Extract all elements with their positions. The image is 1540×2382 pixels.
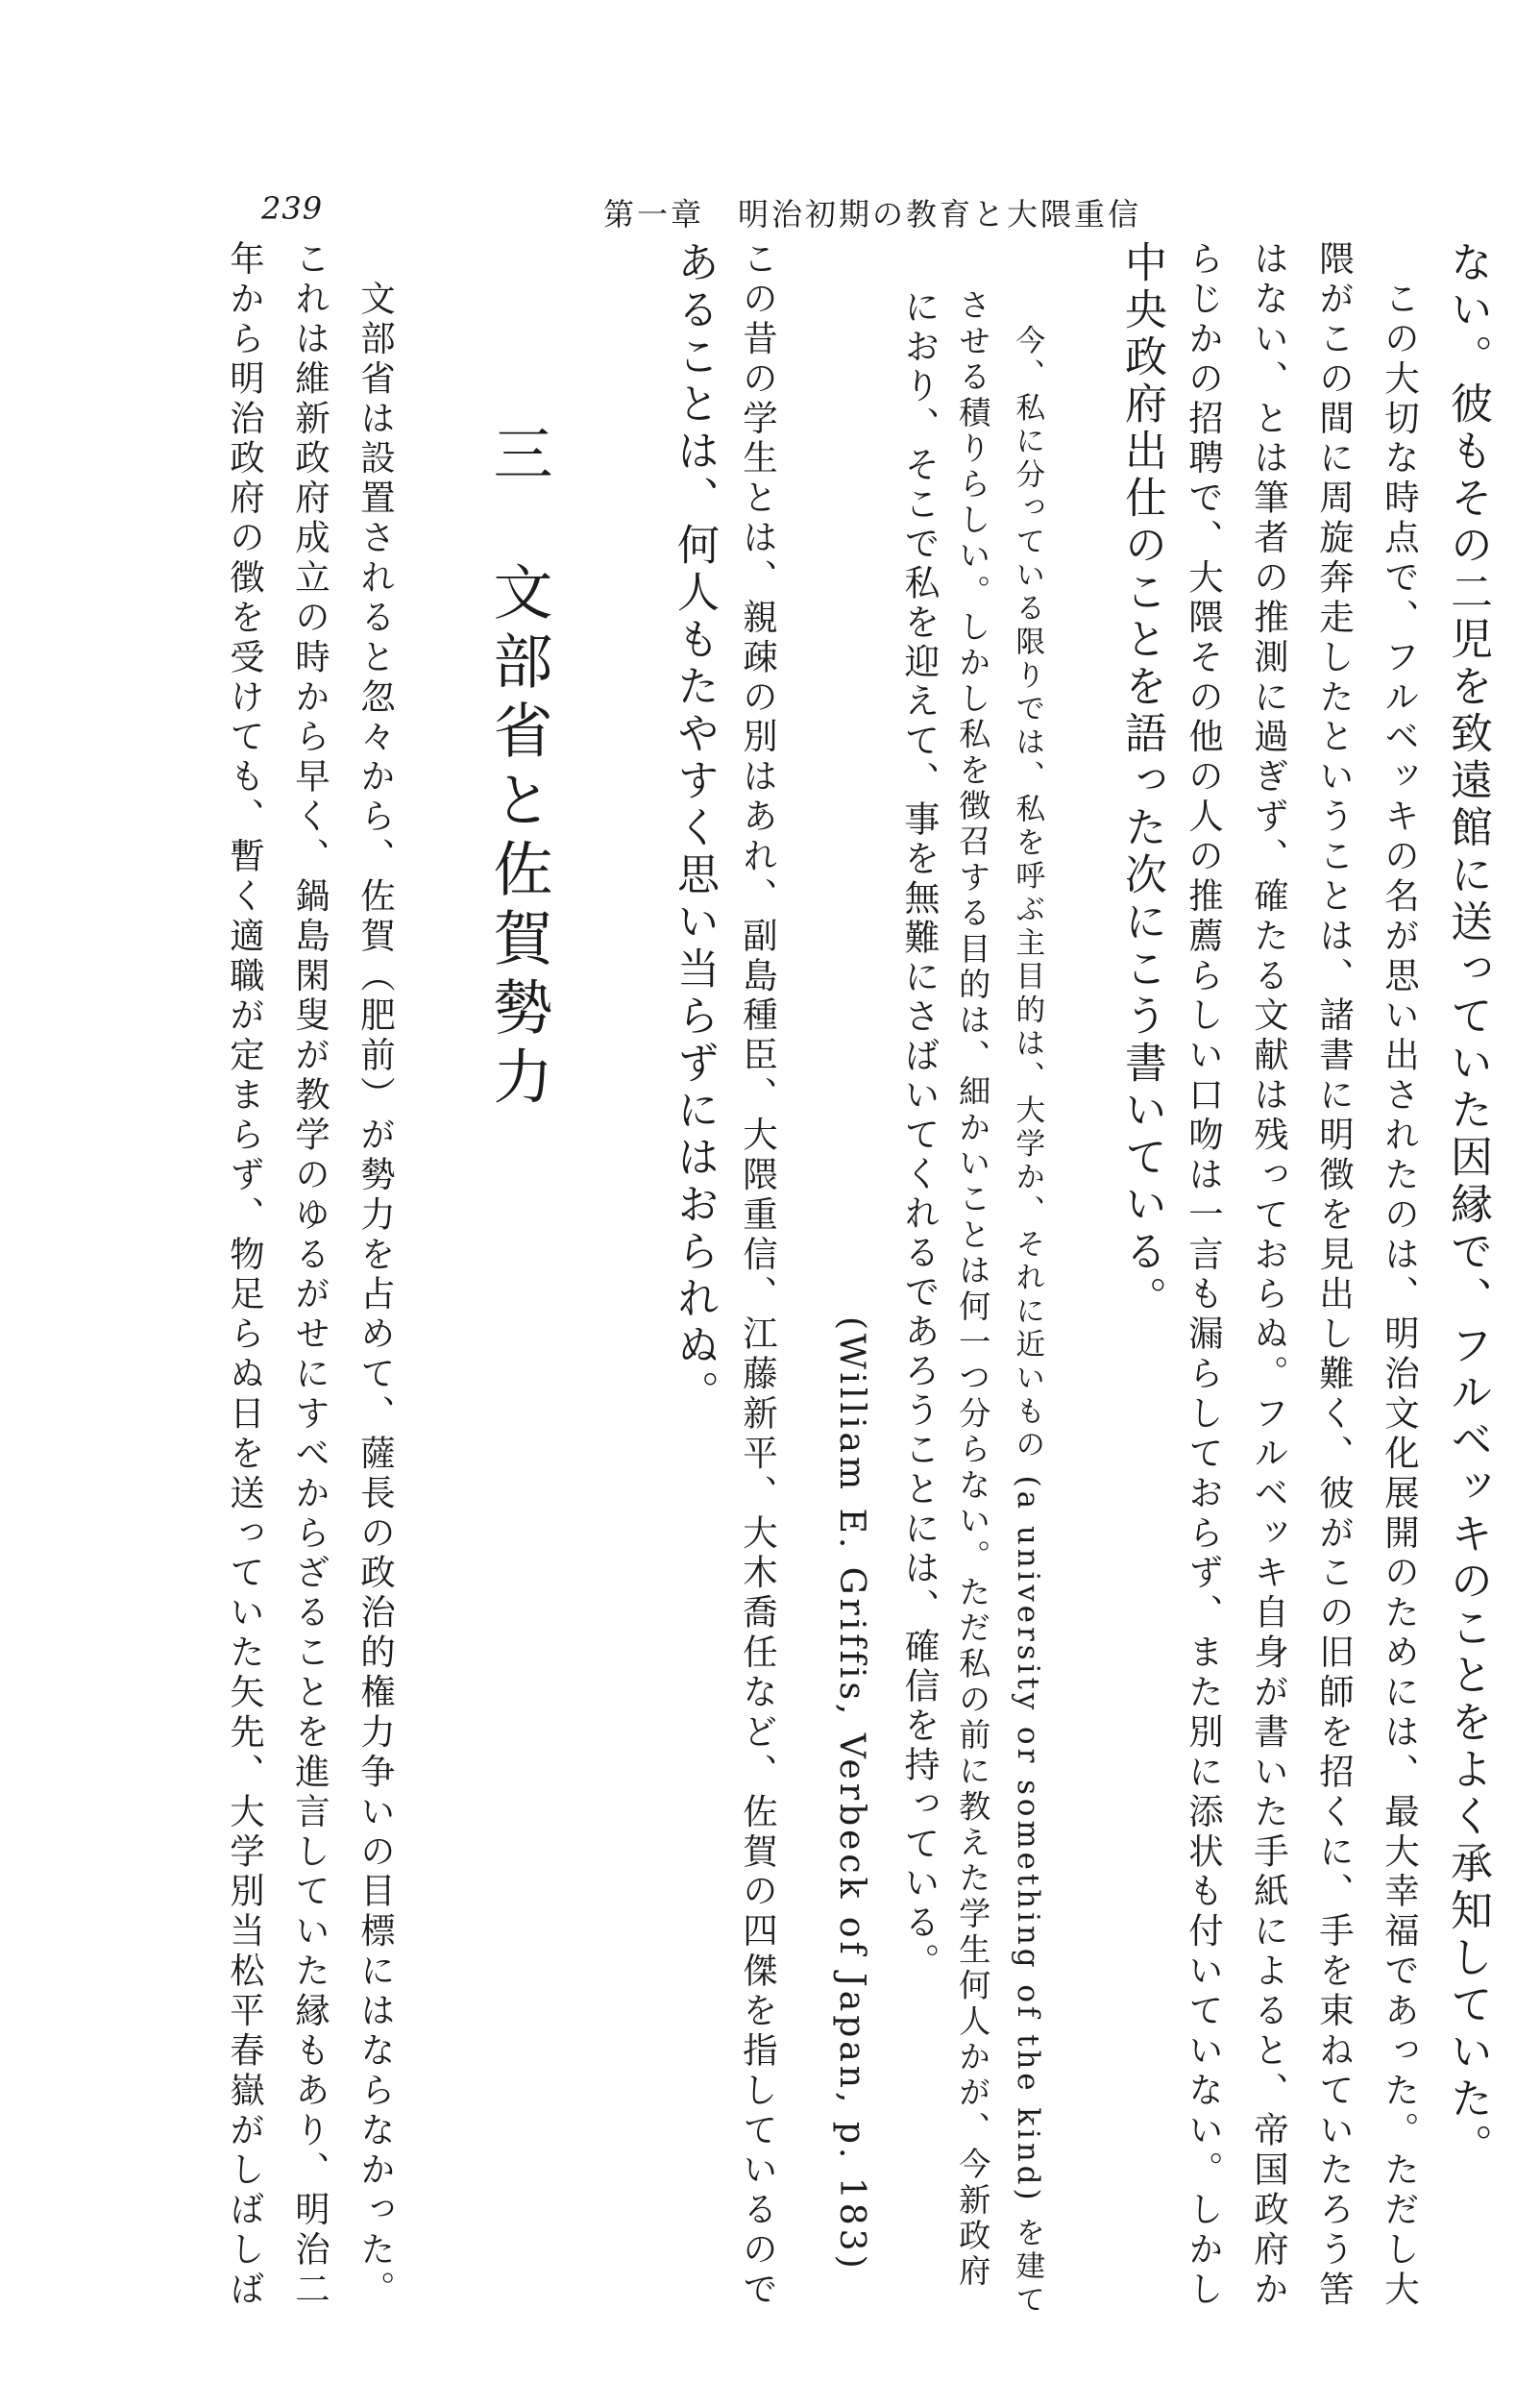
text-column-6: 中央政府出仕のことを語った次にこう書いている。 — [1117, 240, 1166, 1323]
text-column-1: ない。彼もその二児を致遠館に送っていた因縁で、フルベッキのことをよく承知していた。 — [1443, 240, 1492, 2171]
quote-column-1: 今、私に分っている限りでは、私を呼ぶ主目的は、大学か、それに近いもの (a university or something of the kind) を建て — [1010, 325, 1045, 2318]
text-column-8: あることは、何人もたやすく思い当らずにはおられぬ。 — [670, 240, 719, 1417]
running-title: 第一章 明治初期の教育と大隈重信 — [603, 196, 1142, 233]
text-column-3: 隈がこの間に周旋奔走したということは、諸書に明徴を見出し難く、彼がこの旧師を招くに、手を束ねていたろう筈 — [1313, 240, 1356, 2311]
quote-column-3: におり、そこで私を迎えて、事を無難にさばいてくれるであろうことには、確信を持っている。 — [898, 288, 940, 1982]
section-heading: 三 文部省と佐賀勢力 — [483, 423, 553, 1115]
text-column-5: らじかの招聘で、大隈その他の人の推薦らしい口吻は一言も漏らしておらず、また別に添状も付いていない。しかし — [1183, 240, 1225, 2311]
quote-citation: (William E. Griffis, Verbeck of Japan, p. 183) — [832, 1316, 872, 2272]
text-column-2: この大切な時点で、フルベッキの名が思い出されたのは、明治文化展開のためには、最大幸福であった。ただし大 — [1379, 240, 1421, 2311]
page-number: 239 — [261, 190, 324, 227]
text-column-10: これは維新政府成立の時から早く、鍋島閑叟が教学のゆるがせにすべからざることを進言していた縁もあり、明治二 — [289, 240, 331, 2311]
text-column-7: この昔の学生とは、親疎の別はあれ、副島種臣、大隈重信、江藤新平、大木喬任など、佐賀の四傑を指しているので — [737, 240, 779, 2311]
quote-column-2: させる積りらしい。しかし私を徴召する目的は、細かいことは何一つ分らない。ただ私の前に教えた学生何人かが、今新政府 — [954, 288, 992, 2291]
text-column-9: 文部省は設置されると忽々から、佐賀（肥前）が勢力を占めて、薩長の政治的権力争いの目標にはならなかった。 — [354, 240, 397, 2311]
text-column-4: はない、とは筆者の推測に過ぎず、確たる文献は残っておらぬ。フルベッキ自身が書いた手紙によると、帝国政府か — [1248, 240, 1290, 2311]
text-column-11: 年から明治政府の徴を受けても、暫く適職が定まらず、物足らぬ日を送っていた矢先、大学別当松平春嶽がしばしば — [224, 240, 266, 2311]
